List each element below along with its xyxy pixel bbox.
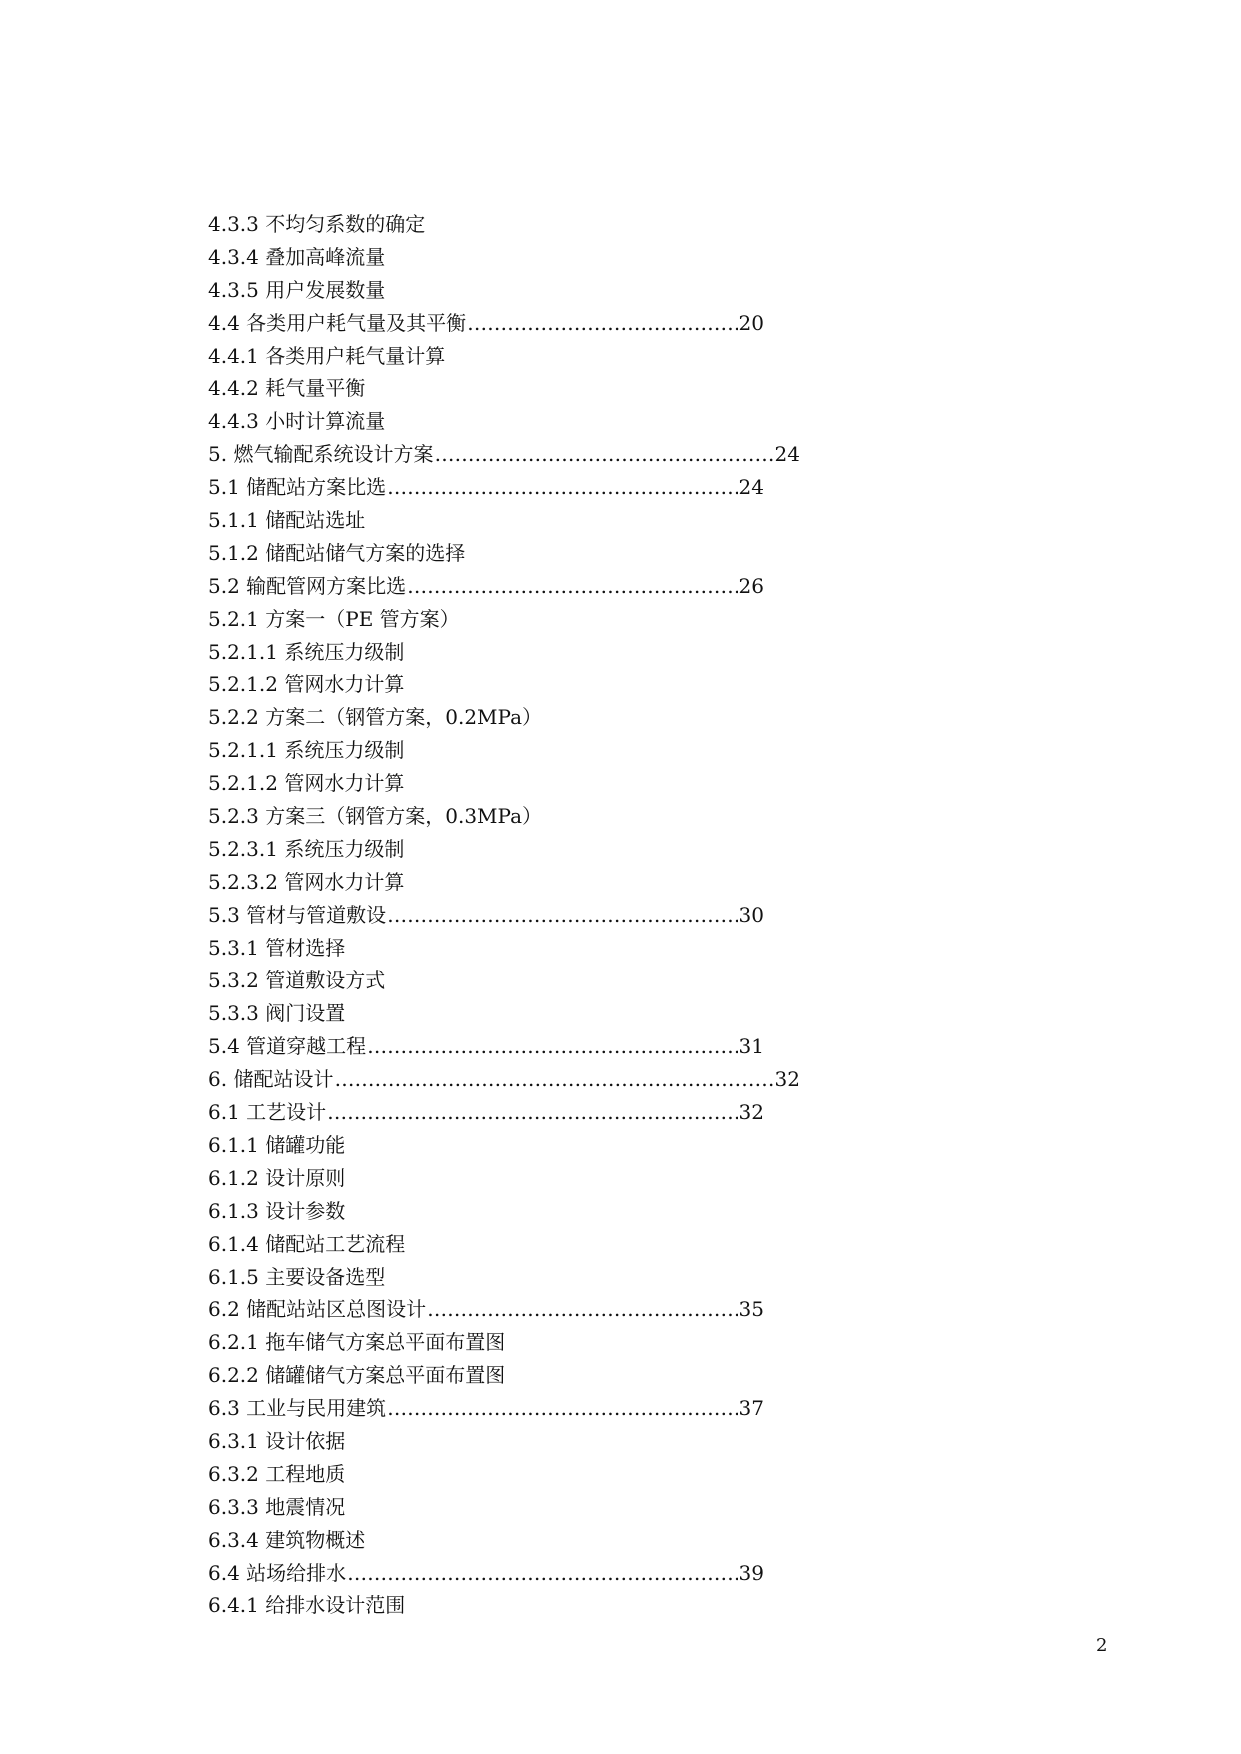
toc-entry (208, 899, 764, 932)
toc-entry (208, 866, 808, 899)
toc-entry (208, 504, 808, 537)
toc-entry (208, 274, 808, 307)
toc-entry-title: 6.3.1 设计依据 (208, 1428, 346, 1453)
toc-entry-title: 6.3.4 建筑物概述 (208, 1527, 366, 1552)
toc-entry-title: 6.2.2 储罐储气方案总平面布置图 (208, 1363, 506, 1388)
toc-entry-title: 6.1.2 设计原则 (208, 1165, 346, 1190)
toc-dot-leader (334, 1063, 773, 1096)
toc-entry-page: 31 (738, 1034, 764, 1059)
toc-dot-leader (387, 1392, 737, 1425)
toc-entry (208, 1063, 800, 1096)
toc-dot-leader (387, 899, 737, 932)
toc-entry (208, 1589, 808, 1622)
toc-entry-title: 6.1 工艺设计 (208, 1100, 327, 1125)
toc-entry (208, 800, 808, 833)
toc-dot-leader (467, 307, 737, 340)
toc-entry-page: 39 (738, 1560, 764, 1585)
toc-entry-title: 4.3.4 叠加高峰流量 (208, 244, 386, 269)
toc-entry (208, 1524, 808, 1557)
toc-entry (208, 932, 808, 965)
page-number: 2 (1096, 1635, 1108, 1656)
toc-dot-leader (407, 570, 737, 603)
toc-entry (208, 208, 808, 241)
toc-entry-title: 5.2.3.2 管网水力计算 (208, 869, 405, 894)
toc-dot-leader (387, 471, 737, 504)
toc-entry-title: 6. 储配站设计 (208, 1067, 334, 1092)
toc-entry (208, 372, 808, 405)
toc-entry-title: 4.3.5 用户发展数量 (208, 277, 386, 302)
toc-entry (208, 438, 800, 471)
toc-entry (208, 701, 808, 734)
toc-entry-title: 5.3 管材与管道敷设 (208, 902, 387, 927)
toc-entry-title: 5.1.1 储配站选址 (208, 508, 366, 533)
toc-entry (208, 636, 808, 669)
toc-entry-page: 37 (738, 1396, 764, 1421)
toc-entry-title: 5.2 输配管网方案比选 (208, 573, 407, 598)
toc-entry-title: 6.4 站场给排水 (208, 1560, 347, 1585)
toc-entry (208, 1359, 808, 1392)
toc-entry (208, 1162, 808, 1195)
table-of-contents (208, 208, 808, 1622)
toc-entry-title: 5.2.1 方案一（PE 管方案） (208, 606, 460, 631)
toc-entry-title: 5.2.1.2 管网水力计算 (208, 672, 405, 697)
toc-entry (208, 1425, 808, 1458)
toc-entry (208, 767, 808, 800)
toc-entry-title: 6.1.3 设计参数 (208, 1198, 346, 1223)
toc-dot-leader (327, 1096, 737, 1129)
toc-entry (208, 537, 808, 570)
toc-entry (208, 1491, 808, 1524)
toc-entry-title: 5.2.2 方案二（钢管方案，0.2MPa） (208, 705, 543, 730)
toc-entry (208, 340, 808, 373)
toc-entry-title: 6.1.5 主要设备选型 (208, 1264, 386, 1289)
toc-entry (208, 603, 808, 636)
toc-entry-title: 6.3 工业与民用建筑 (208, 1396, 387, 1421)
toc-entry-title: 4.3.3 不均匀系数的确定 (208, 212, 426, 236)
toc-entry-title: 4.4.1 各类用户耗气量计算 (208, 343, 446, 368)
toc-entry (208, 1030, 764, 1063)
toc-entry (208, 307, 764, 340)
toc-entry-title: 6.4.1 给排水设计范围 (208, 1593, 406, 1618)
toc-entry (208, 1458, 808, 1491)
toc-entry (208, 405, 808, 438)
toc-entry-page: 26 (738, 573, 764, 598)
toc-entry-page: 24 (774, 442, 800, 467)
toc-entry (208, 1096, 764, 1129)
toc-entry (208, 964, 808, 997)
toc-entry-title: 6.2.1 拖车储气方案总平面布置图 (208, 1330, 506, 1355)
toc-entry (208, 668, 808, 701)
toc-entry-title: 5.2.3 方案三（钢管方案，0.3MPa） (208, 804, 543, 829)
toc-entry (208, 1293, 764, 1326)
toc-entry-page: 20 (738, 310, 764, 335)
toc-entry-title: 5.2.1.1 系统压力级制 (208, 738, 405, 763)
toc-entry (208, 1326, 808, 1359)
toc-entry (208, 997, 808, 1030)
toc-entry-title: 4.4.3 小时计算流量 (208, 409, 386, 434)
toc-entry-title: 6.3.2 工程地质 (208, 1461, 346, 1486)
toc-entry-title: 5.3.3 阀门设置 (208, 1001, 346, 1026)
toc-entry-title: 5.4 管道穿越工程 (208, 1034, 367, 1059)
toc-entry-page: 32 (774, 1067, 800, 1092)
toc-entry-title: 5. 燃气输配系统设计方案 (208, 442, 434, 467)
toc-entry-title: 5.2.3.1 系统压力级制 (208, 836, 405, 861)
toc-entry (208, 1392, 764, 1425)
toc-entry (208, 1129, 808, 1162)
toc-entry-title: 6.1.4 储配站工艺流程 (208, 1231, 406, 1256)
toc-entry-title: 5.3.1 管材选择 (208, 935, 346, 960)
toc-entry (208, 1228, 808, 1261)
toc-entry-page: 30 (738, 902, 764, 927)
toc-entry-title: 6.2 储配站站区总图设计 (208, 1297, 427, 1322)
toc-entry-title: 5.1.2 储配站储气方案的选择 (208, 540, 466, 565)
toc-entry (208, 734, 808, 767)
toc-entry-title: 5.3.2 管道敷设方式 (208, 968, 386, 993)
toc-entry-title: 5.1 储配站方案比选 (208, 475, 387, 500)
toc-dot-leader (427, 1293, 737, 1326)
toc-entry-title: 6.3.3 地震情况 (208, 1494, 346, 1519)
toc-entry-page: 24 (738, 475, 764, 500)
toc-entry-title: 4.4.2 耗气量平衡 (208, 376, 366, 401)
toc-entry (208, 1195, 808, 1228)
toc-entry (208, 1557, 764, 1590)
toc-dot-leader (347, 1557, 737, 1590)
toc-entry (208, 833, 808, 866)
toc-entry-page: 32 (738, 1100, 764, 1125)
toc-dot-leader (434, 438, 773, 471)
toc-entry-page: 35 (738, 1297, 764, 1322)
toc-entry-title: 4.4 各类用户耗气量及其平衡 (208, 310, 467, 335)
toc-entry (208, 570, 764, 603)
toc-entry (208, 471, 764, 504)
toc-dot-leader (367, 1030, 737, 1063)
toc-entry (208, 1261, 808, 1294)
toc-entry-title: 5.2.1.2 管网水力计算 (208, 771, 405, 796)
toc-entry-title: 6.1.1 储罐功能 (208, 1132, 346, 1157)
toc-entry (208, 241, 808, 274)
toc-entry-title: 5.2.1.1 系统压力级制 (208, 639, 405, 664)
